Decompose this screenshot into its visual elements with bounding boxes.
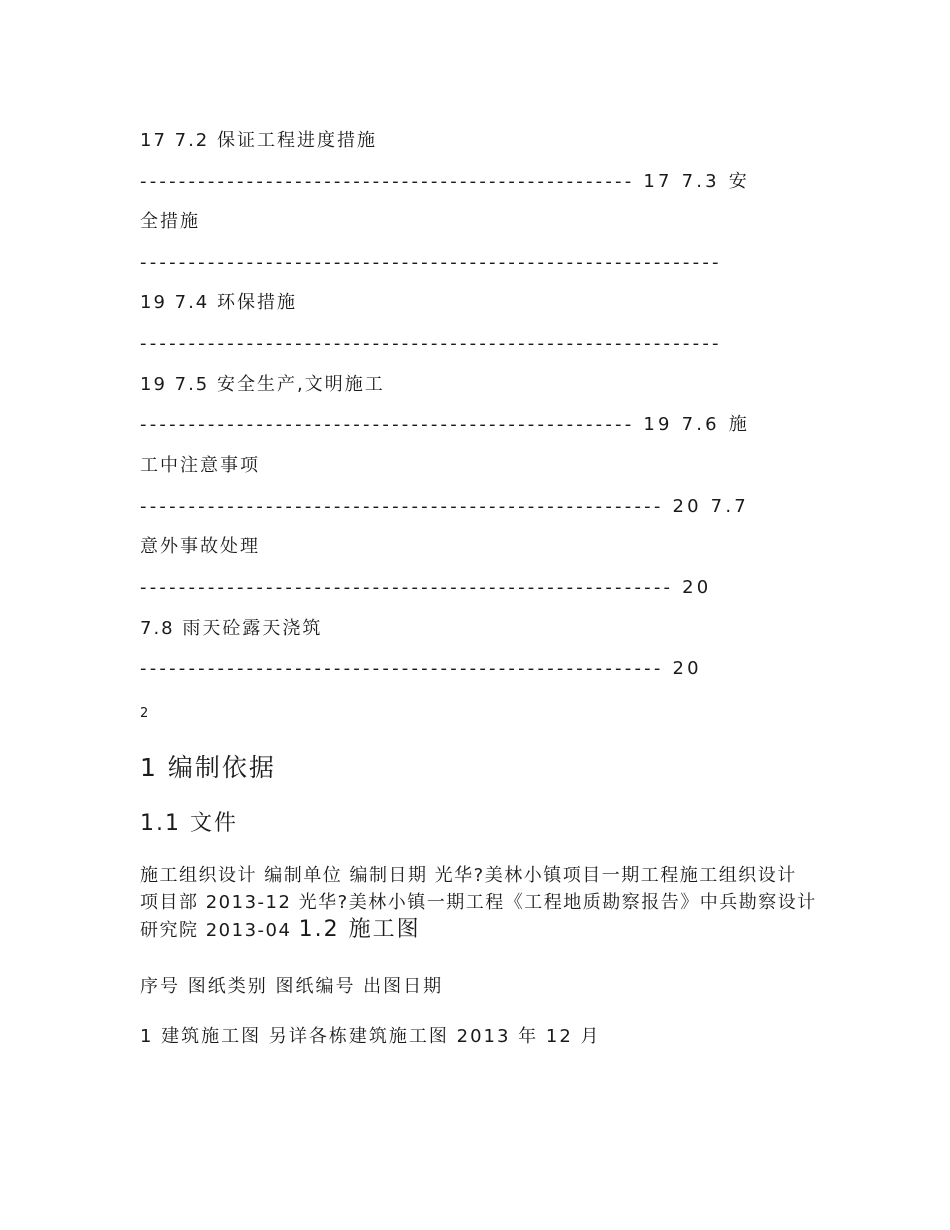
toc-line: ------------------------------------------------------ 20 7.7 [140, 496, 749, 517]
page-number: 2 [140, 706, 149, 721]
toc-line: 19 7.5 安全生产,文明施工 [140, 374, 385, 395]
toc-line: 17 7.2 保证工程进度措施 [140, 130, 377, 151]
table-header-row: 序号 图纸类别 图纸编号 出图日期 [140, 976, 444, 997]
subsection-heading: 1.1 文件 [140, 811, 238, 836]
table-row: 1 建筑施工图 另详各栋建筑施工图 2013 年 12 月 [140, 1026, 601, 1047]
toc-line: 7.8 雨天砼露天浇筑 [140, 618, 323, 639]
toc-line: 意外事故处理 [140, 536, 260, 557]
toc-line: ------------------------------------------------------- 20 [140, 577, 712, 598]
toc-line: ------------------------------------------------------ 20 [140, 658, 702, 679]
section-heading: 1 编制依据 [140, 753, 276, 782]
toc-line: --------------------------------------------------- 19 7.6 施 [140, 414, 750, 435]
paragraph-text: 施工组织设计 编制单位 编制日期 光华?美林小镇项目一期工程施工组织设计 项目部 2013-12 光华?美林小镇一期工程《工程地质勘察报告》中兵勘察设计研究院 2013-04 [140, 865, 817, 941]
inline-subsection-heading: 1.2 施工图 [298, 917, 421, 942]
toc-line: 全措施 [140, 211, 200, 232]
toc-line: ------------------------------------------------------------ [140, 333, 722, 354]
toc-line: --------------------------------------------------- 17 7.3 安 [140, 171, 750, 192]
toc-line: 19 7.4 环保措施 [140, 292, 297, 313]
toc-line: ------------------------------------------------------------ [140, 252, 722, 273]
toc-line: 工中注意事项 [140, 455, 260, 476]
section-paragraph [140, 862, 820, 944]
